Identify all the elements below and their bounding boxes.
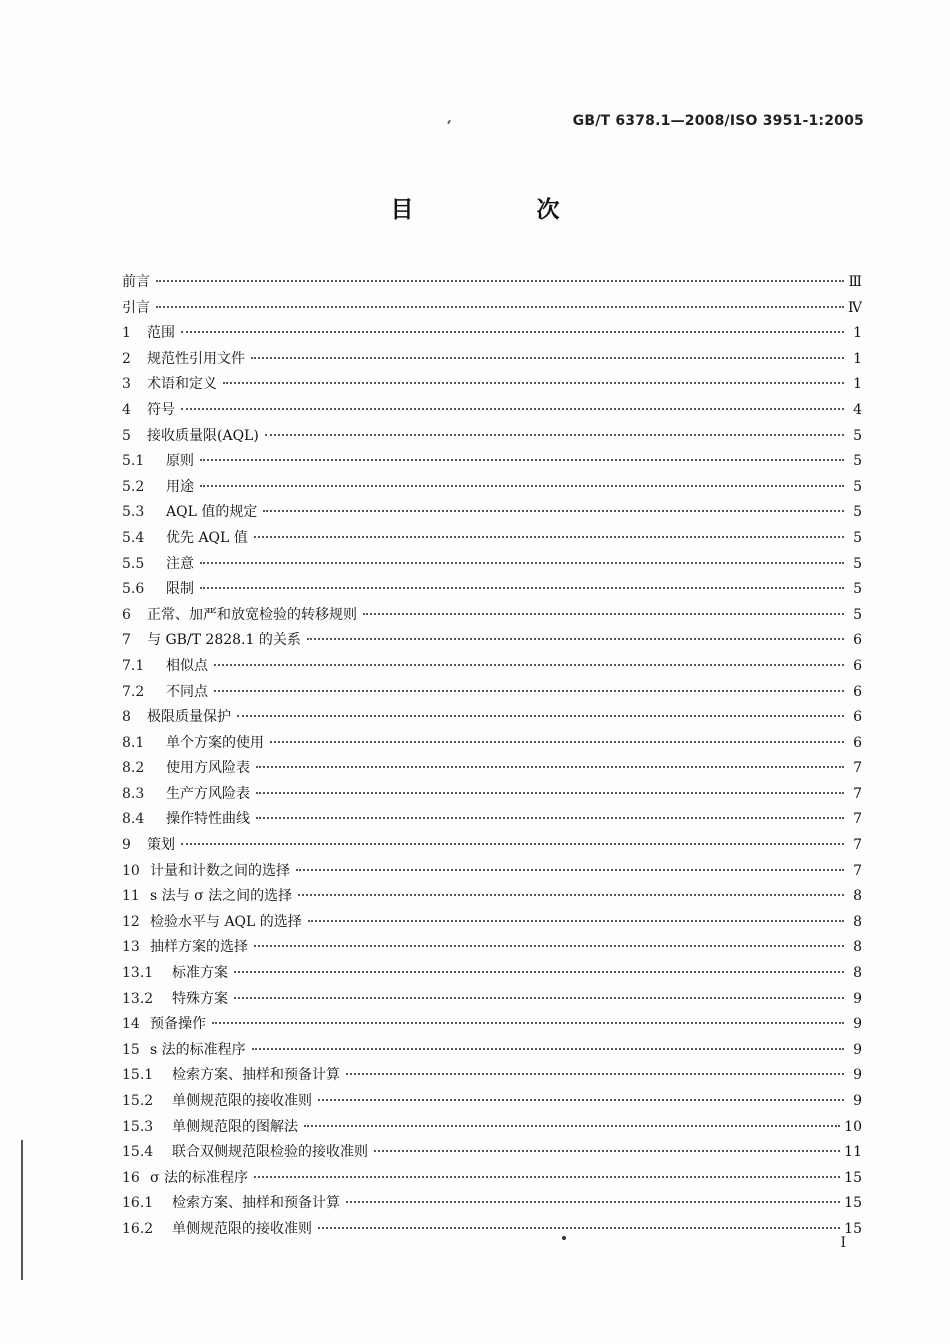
footer-dot bbox=[562, 1236, 566, 1240]
toc-entry-title: 计量和计数之间的选择 bbox=[150, 862, 290, 879]
toc-entry-title: 相似点 bbox=[166, 657, 208, 674]
toc-entry-title: 检索方案、抽样和预备计算 bbox=[172, 1067, 340, 1084]
toc-entry-title: 联合双侧规范限检验的接收准则 bbox=[172, 1144, 368, 1161]
toc-entry-number: 16 bbox=[122, 1169, 140, 1186]
toc-entry-page: 10 bbox=[844, 1118, 862, 1135]
toc-leader-dots bbox=[156, 306, 844, 308]
toc-entry bbox=[122, 935, 862, 961]
toc-leader-dots bbox=[254, 945, 844, 947]
toc-entry-title: s 法与 σ 法之间的选择 bbox=[150, 888, 293, 905]
toc-entry-number: 5.3 bbox=[122, 504, 145, 521]
toc-entry-number: 4 bbox=[122, 401, 131, 418]
toc-entry bbox=[122, 449, 862, 475]
toc-entry bbox=[122, 1063, 862, 1089]
toc-entry-number: 16.1 bbox=[122, 1195, 154, 1212]
toc-entry bbox=[122, 500, 862, 526]
toc-entry-title: 前言 bbox=[122, 274, 150, 290]
toc-entry-title: 接收质量限(AQL) bbox=[147, 427, 259, 444]
scan-edge-mark bbox=[21, 1140, 23, 1280]
toc-entry-number: 15 bbox=[122, 1041, 140, 1058]
toc-entry-page: 1 bbox=[853, 325, 862, 342]
toc-entry-number: 8.2 bbox=[122, 760, 145, 777]
toc-leader-dots bbox=[212, 1022, 844, 1024]
toc-leader-dots bbox=[256, 792, 844, 794]
toc-entry-page: 15 bbox=[844, 1169, 862, 1186]
toc-entry-number: 15.3 bbox=[122, 1118, 154, 1135]
toc-entry-page: Ⅳ bbox=[848, 299, 862, 316]
toc-entry-page: 15 bbox=[844, 1195, 862, 1212]
toc-leader-dots bbox=[346, 1073, 844, 1075]
toc-leader-dots bbox=[252, 1048, 844, 1050]
toc-entry-page: 8 bbox=[853, 939, 862, 956]
toc-entry-page: 11 bbox=[844, 1144, 862, 1161]
toc-entry-page: 9 bbox=[853, 1093, 862, 1109]
toc-entry bbox=[122, 1191, 862, 1217]
toc-leader-dots bbox=[200, 587, 844, 589]
toc-leader-dots bbox=[214, 690, 844, 692]
toc-leader-dots bbox=[200, 459, 844, 461]
toc-leader-dots bbox=[346, 1201, 840, 1203]
toc-entry bbox=[122, 603, 862, 629]
toc-entry-title: 规范性引用文件 bbox=[147, 350, 245, 367]
toc-entry bbox=[122, 807, 862, 833]
toc-entry-page: 5 bbox=[853, 427, 862, 444]
toc-entry-number: 8.3 bbox=[122, 785, 145, 802]
toc-leader-dots bbox=[200, 485, 844, 487]
toc-entry-title: σ 法的标准程序 bbox=[150, 1169, 249, 1186]
toc-entry-title: 操作特性曲线 bbox=[166, 811, 250, 828]
toc-entry-number: 8.1 bbox=[122, 734, 145, 751]
toc-leader-dots bbox=[254, 536, 844, 538]
toc-entry bbox=[122, 833, 862, 859]
toc-entry-number: 3 bbox=[122, 376, 131, 393]
toc-entry-title: 不同点 bbox=[166, 683, 208, 700]
toc-entry-number: 7.1 bbox=[122, 657, 145, 674]
toc-entry-page: 6 bbox=[853, 683, 862, 700]
toc-entry bbox=[122, 347, 862, 373]
toc-entry-page: 9 bbox=[853, 1041, 862, 1058]
toc-entry bbox=[122, 1166, 862, 1192]
toc-entry-number: 11 bbox=[122, 888, 140, 905]
toc-entry bbox=[122, 398, 862, 424]
toc-entry-number: 13.1 bbox=[122, 965, 154, 982]
toc-entry-page: 5 bbox=[853, 504, 862, 521]
toc-entry-number: 5.4 bbox=[122, 529, 145, 546]
toc-entry-number: 9 bbox=[122, 837, 131, 854]
toc-entry-title: 范围 bbox=[147, 325, 175, 342]
standard-number: GB/T 6378.1—2008/ISO 3951-1:2005 bbox=[572, 113, 864, 129]
toc-entry bbox=[122, 884, 862, 910]
toc-entry-number: 6 bbox=[122, 606, 131, 623]
toc-leader-dots bbox=[156, 280, 844, 282]
toc-entry bbox=[122, 731, 862, 757]
toc-entry-page: 6 bbox=[853, 632, 862, 649]
toc-entry-title: 策划 bbox=[147, 837, 175, 854]
toc-entry bbox=[122, 1217, 862, 1243]
toc-leader-dots bbox=[304, 1125, 840, 1127]
toc-entry-page: 5 bbox=[853, 478, 862, 495]
toc-leader-dots bbox=[214, 664, 844, 666]
toc-leader-dots bbox=[234, 997, 844, 999]
toc-leader-dots bbox=[181, 843, 844, 845]
toc-entry-number: 15.2 bbox=[122, 1093, 154, 1109]
toc-entry bbox=[122, 270, 862, 296]
scan-speck bbox=[447, 120, 451, 124]
toc-entry bbox=[122, 654, 862, 680]
toc-entry-number: 14 bbox=[122, 1016, 140, 1033]
toc-entry bbox=[122, 424, 862, 450]
toc-leader-dots bbox=[263, 510, 844, 512]
toc-leader-dots bbox=[181, 408, 844, 410]
toc-entry-page: 7 bbox=[853, 837, 862, 854]
toc-entry-page: 9 bbox=[853, 990, 862, 1007]
toc-leader-dots bbox=[298, 894, 844, 896]
toc-entry-page: 9 bbox=[853, 1067, 862, 1084]
toc-entry-page: 6 bbox=[853, 734, 862, 751]
toc-leader-dots bbox=[270, 741, 844, 743]
toc-leader-dots bbox=[363, 613, 844, 615]
toc-entry-title: 单侧规范限的图解法 bbox=[172, 1118, 298, 1135]
toc-entry-page: 9 bbox=[853, 1016, 862, 1033]
toc-entry-title: s 法的标准程序 bbox=[150, 1041, 246, 1058]
toc-entry bbox=[122, 859, 862, 885]
toc-entry bbox=[122, 961, 862, 987]
footer-page-number: I bbox=[840, 1235, 846, 1251]
toc-entry-page: 7 bbox=[853, 785, 862, 802]
toc-leader-dots bbox=[374, 1150, 840, 1152]
toc-entry-page: 8 bbox=[853, 913, 862, 930]
toc-entry bbox=[122, 296, 862, 322]
toc-entry-number: 7 bbox=[122, 632, 131, 649]
toc-entry-title: 正常、加严和放宽检验的转移规则 bbox=[147, 606, 357, 623]
toc-entry-page: 15 bbox=[844, 1220, 862, 1237]
toc-leader-dots bbox=[251, 357, 844, 359]
toc-entry bbox=[122, 782, 862, 808]
toc-entry-number: 16.2 bbox=[122, 1220, 154, 1237]
toc-entry-number: 5.2 bbox=[122, 478, 145, 495]
toc-entry-title: 检索方案、抽样和预备计算 bbox=[172, 1195, 340, 1212]
toc-entry bbox=[122, 475, 862, 501]
toc-entry bbox=[122, 628, 862, 654]
toc-entry-number: 5 bbox=[122, 427, 131, 444]
toc-entry-title: 检验水平与 AQL 的选择 bbox=[150, 913, 302, 930]
toc-entry bbox=[122, 910, 862, 936]
toc-leader-dots bbox=[234, 971, 844, 973]
toc-entry-page: Ⅲ bbox=[848, 274, 862, 290]
toc-entry-title: 单侧规范限的接收准则 bbox=[172, 1093, 312, 1109]
toc-entry-title: 单个方案的使用 bbox=[166, 734, 264, 751]
toc-entry-title: 使用方风险表 bbox=[166, 760, 250, 777]
toc-entry-title: 注意 bbox=[166, 555, 194, 572]
toc-entry-title: 生产方风险表 bbox=[166, 785, 250, 802]
toc-entry-number: 10 bbox=[122, 862, 140, 879]
toc-entry-number: 5.6 bbox=[122, 581, 145, 598]
toc-entry-title: 标准方案 bbox=[172, 965, 228, 982]
toc-leader-dots bbox=[237, 715, 844, 717]
toc-entry bbox=[122, 680, 862, 706]
toc-entry bbox=[122, 1089, 862, 1115]
toc-entry bbox=[122, 705, 862, 731]
toc-entry-title: 原则 bbox=[166, 453, 194, 470]
toc-entry-page: 1 bbox=[853, 350, 862, 367]
page-title: 目 次 bbox=[390, 197, 610, 223]
toc-entry-number: 7.2 bbox=[122, 683, 145, 700]
toc-entry-page: 5 bbox=[853, 453, 862, 470]
toc-entry bbox=[122, 1012, 862, 1038]
toc-entry-number: 5.1 bbox=[122, 453, 145, 470]
toc-entry-title: 与 GB/T 2828.1 的关系 bbox=[147, 632, 301, 649]
toc-entry-page: 7 bbox=[853, 760, 862, 777]
toc-entry bbox=[122, 577, 862, 603]
toc-entry bbox=[122, 987, 862, 1013]
toc-entry-number: 8.4 bbox=[122, 811, 145, 828]
toc-leader-dots bbox=[296, 869, 844, 871]
toc-entry-page: 6 bbox=[853, 709, 862, 726]
toc-entry-page: 5 bbox=[853, 529, 862, 546]
toc-entry-number: 8 bbox=[122, 709, 131, 726]
toc-leader-dots bbox=[307, 638, 844, 640]
toc-entry-number: 1 bbox=[122, 325, 131, 342]
toc-entry-number: 13 bbox=[122, 939, 140, 956]
toc-entry bbox=[122, 372, 862, 398]
toc-entry bbox=[122, 1115, 862, 1141]
toc-leader-dots bbox=[318, 1099, 844, 1101]
toc-leader-dots bbox=[318, 1227, 840, 1229]
toc-entry-page: 6 bbox=[853, 657, 862, 674]
toc-entry bbox=[122, 526, 862, 552]
toc-entry-page: 4 bbox=[853, 401, 862, 418]
toc-entry-page: 7 bbox=[853, 811, 862, 828]
toc-entry-page: 5 bbox=[853, 606, 862, 623]
toc-entry-title: 极限质量保护 bbox=[147, 709, 231, 726]
toc-leader-dots bbox=[181, 331, 844, 333]
toc-entry-title: 引言 bbox=[122, 299, 150, 316]
toc-leader-dots bbox=[254, 1176, 840, 1178]
toc-leader-dots bbox=[223, 382, 844, 384]
toc-entry-title: 优先 AQL 值 bbox=[166, 529, 248, 546]
toc-entry-number: 15.1 bbox=[122, 1067, 154, 1084]
toc-entry bbox=[122, 1038, 862, 1064]
toc-entry-number: 5.5 bbox=[122, 555, 145, 572]
toc-leader-dots bbox=[265, 434, 844, 436]
toc-entry bbox=[122, 552, 862, 578]
toc-entry-page: 5 bbox=[853, 581, 862, 598]
toc-entry-title: AQL 值的规定 bbox=[166, 504, 258, 521]
toc-entry bbox=[122, 321, 862, 347]
toc-leader-dots bbox=[256, 817, 844, 819]
toc-entry-number: 15.4 bbox=[122, 1144, 154, 1161]
toc-leader-dots bbox=[256, 766, 844, 768]
toc-entry bbox=[122, 756, 862, 782]
toc-entry-number: 12 bbox=[122, 913, 140, 930]
toc-entry-title: 单侧规范限的接收准则 bbox=[172, 1220, 312, 1237]
toc-entry-page: 7 bbox=[853, 862, 862, 879]
toc-leader-dots bbox=[308, 920, 844, 922]
toc-entry-page: 1 bbox=[853, 376, 862, 393]
toc-entry-number: 2 bbox=[122, 350, 131, 367]
toc-entry-title: 特殊方案 bbox=[172, 990, 228, 1007]
toc-entry-title: 术语和定义 bbox=[147, 376, 217, 393]
toc-entry-title: 用途 bbox=[166, 478, 194, 495]
toc-entry-title: 符号 bbox=[147, 401, 175, 418]
toc-entry-page: 8 bbox=[853, 965, 862, 982]
toc-entry-number: 13.2 bbox=[122, 990, 154, 1007]
table-of-contents bbox=[122, 270, 862, 1243]
toc-entry-page: 8 bbox=[853, 888, 862, 905]
toc-entry-title: 抽样方案的选择 bbox=[150, 939, 248, 956]
toc-leader-dots bbox=[200, 562, 844, 564]
toc-entry-title: 预备操作 bbox=[150, 1016, 206, 1033]
toc-entry-title: 限制 bbox=[166, 581, 194, 598]
toc-entry bbox=[122, 1140, 862, 1166]
toc-entry-page: 5 bbox=[853, 555, 862, 572]
